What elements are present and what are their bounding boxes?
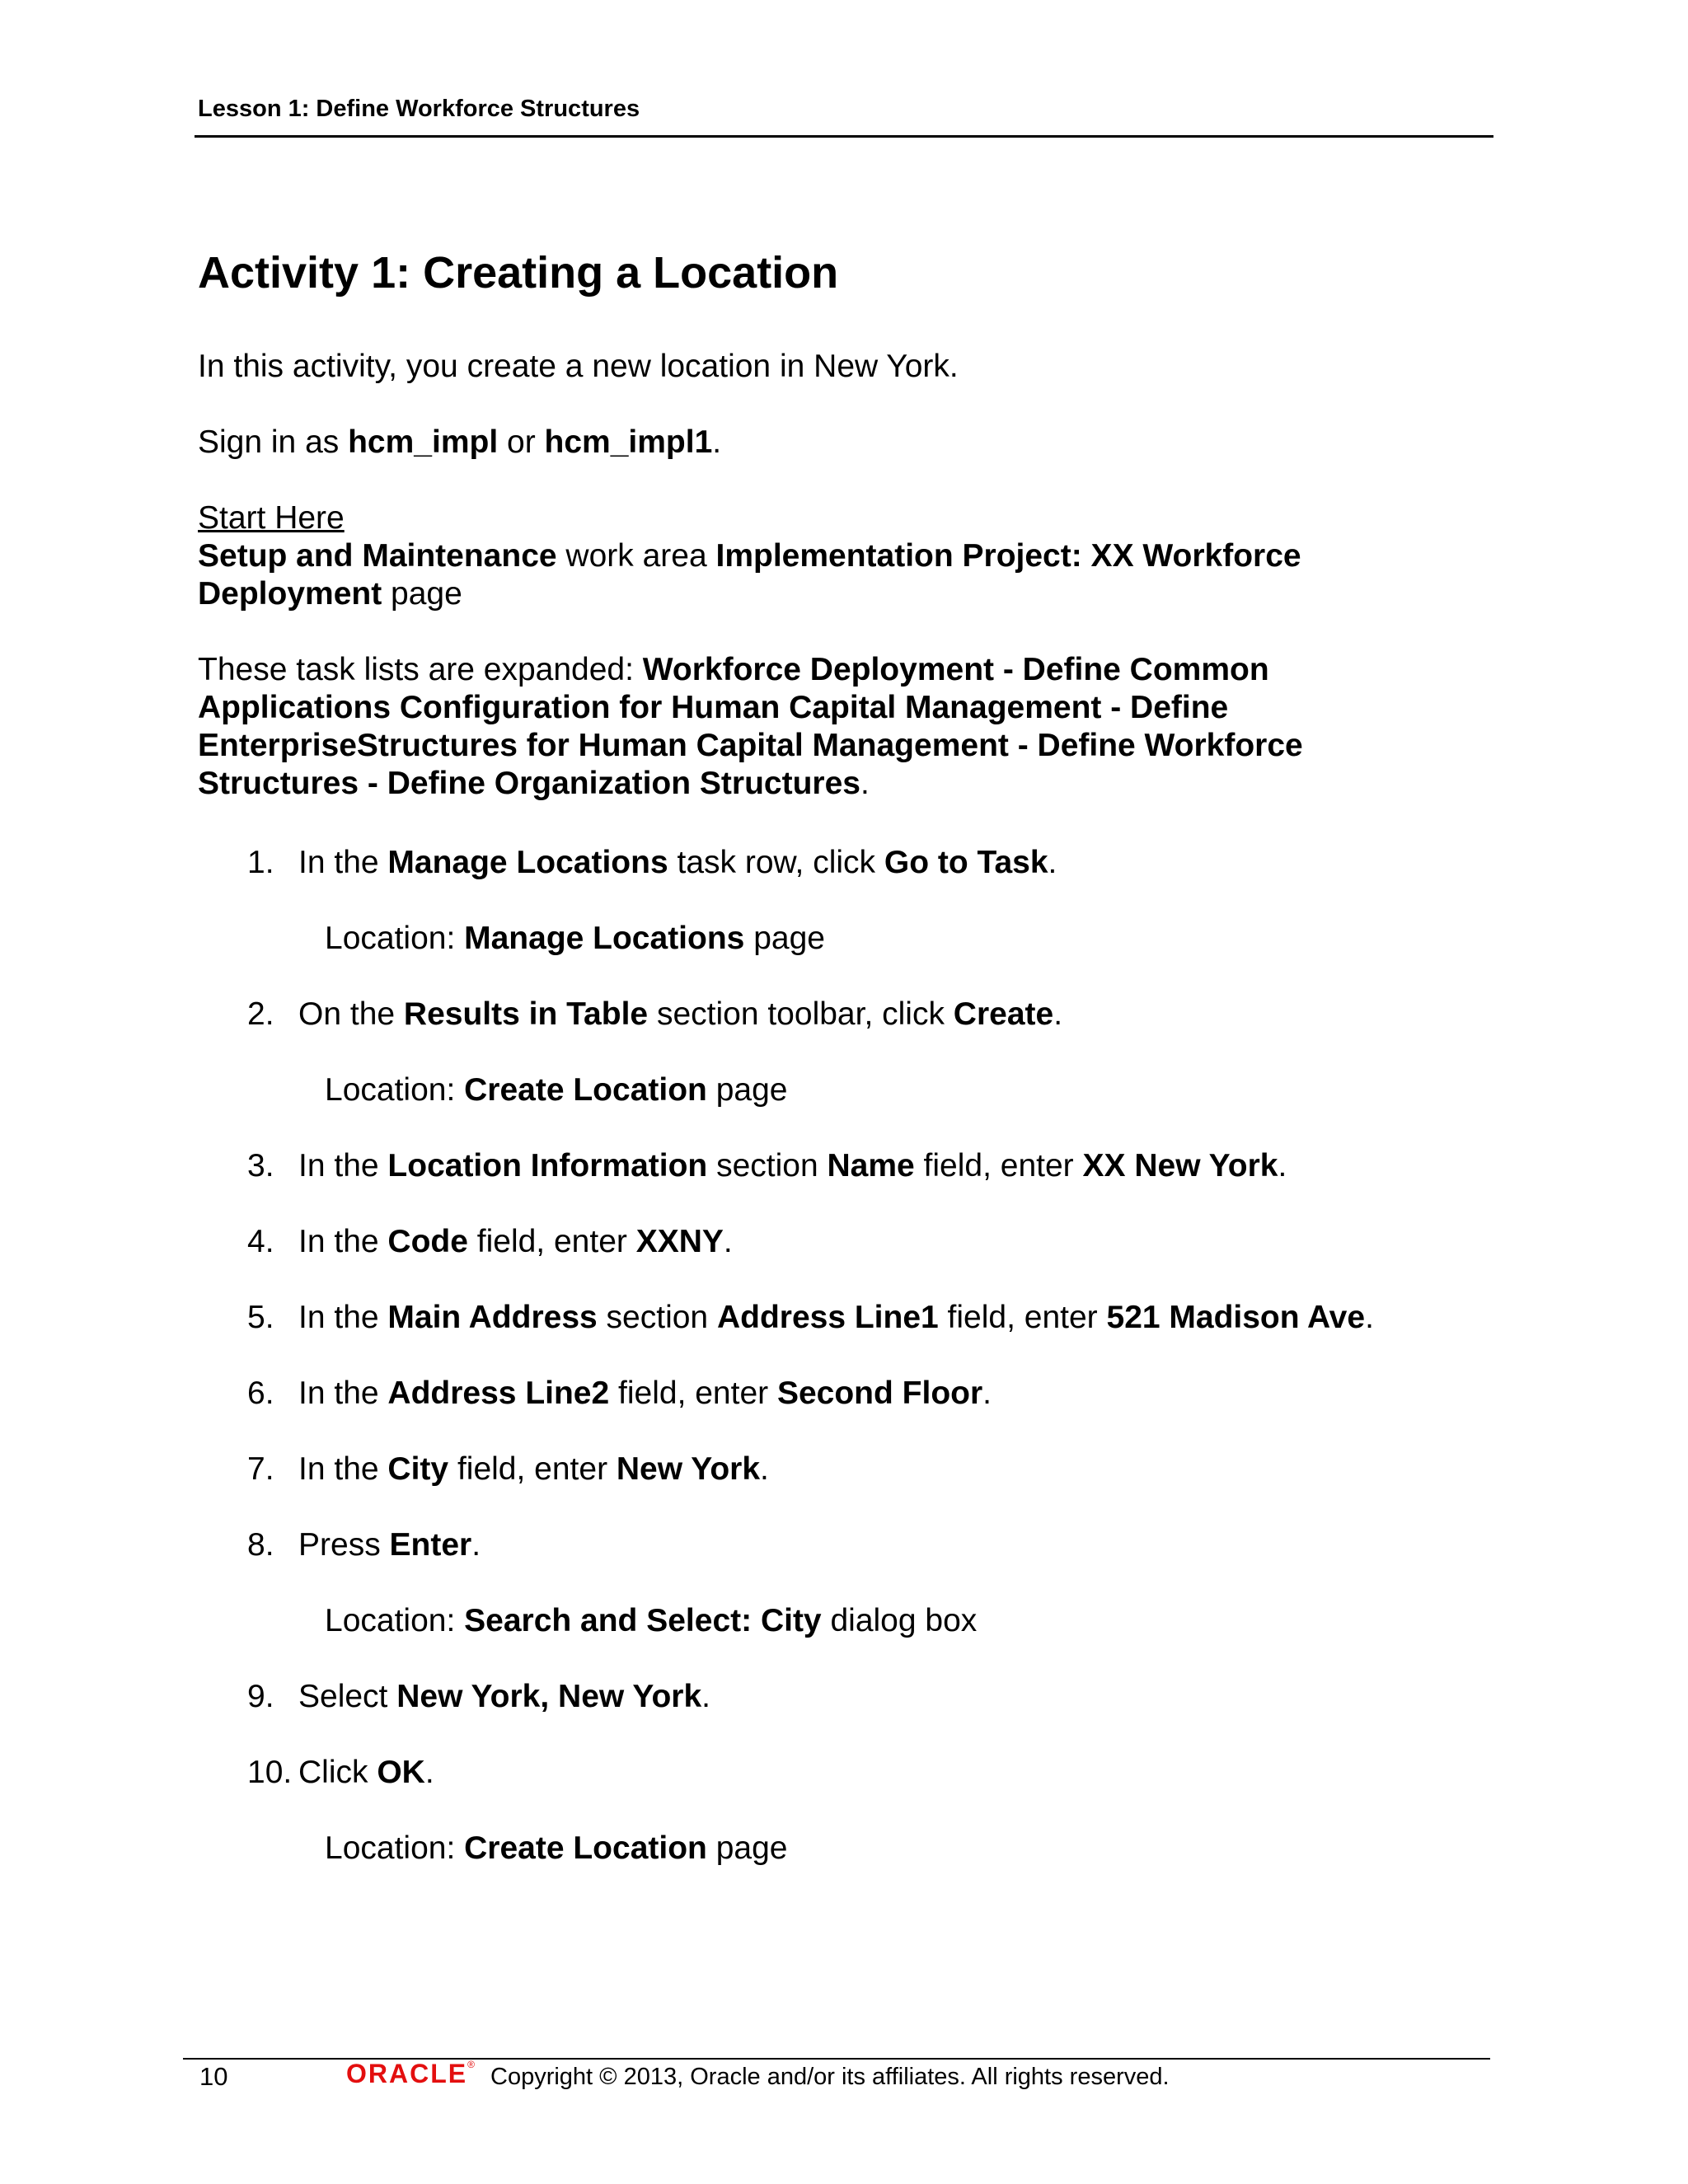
step-10: 10. Click OK. (247, 1755, 434, 1790)
intro-paragraph: In this activity, you create a new location in New York. (198, 349, 959, 384)
step-9: 9. Select New York, New York. (247, 1679, 711, 1714)
start-here-link: Start Here (198, 500, 345, 536)
start-here-paragraph (198, 499, 1434, 613)
page-number: 10 (199, 2062, 228, 2091)
running-header: Lesson 1: Define Workforce Structures (198, 96, 640, 122)
task-lists-path: Workforce Deployment - Define Common Applications Configuration for Human Capital Management - Define EnterpriseStructures for Human Capital Management - Define Workforce Structures - Define Organization Structures (198, 652, 1303, 801)
step-7: 7. In the City field, enter New York. (247, 1451, 769, 1487)
sign-in-user-2: hcm_impl1 (544, 424, 713, 460)
start-here-text-1: work area (556, 538, 716, 574)
sign-in-paragraph (198, 424, 1434, 462)
task-lists-paragraph (198, 651, 1434, 803)
step-5: 5. In the Main Address section Address Line1 field, enter 521 Madison Ave. (247, 1300, 1374, 1335)
sign-in-prefix: Sign in as (198, 424, 349, 460)
task-lists-prefix: These task lists are expanded: (198, 652, 643, 687)
start-here-work-area: Setup and Maintenance (198, 538, 557, 574)
step-3: 3. In the Location Information section Name field, enter XX New York. (247, 1148, 1287, 1183)
sign-in-mid: or (498, 424, 545, 460)
sign-in-user-1: hcm_impl (348, 424, 499, 460)
oracle-logo (346, 2059, 476, 2089)
step-8: 8. Press Enter. (247, 1527, 481, 1563)
registered-mark: ® (467, 2059, 476, 2070)
copyright-notice: Copyright © 2013, Oracle and/or its affiliates. All rights reserved. (490, 2064, 1170, 2090)
location-note-1: Location: Manage Locations page (325, 921, 825, 956)
step-6: 6. In the Address Line2 field, enter Second Floor. (247, 1376, 992, 1411)
task-lists-end: . (860, 766, 870, 801)
start-here-project: Implementation Project: XX Workforce Deployment (198, 538, 1301, 612)
page-title: Activity 1: Creating a Location (198, 248, 839, 298)
location-note-2: Location: Create Location page (325, 1072, 788, 1108)
step-1: 1. In the Manage Locations task row, click Go to Task. (247, 845, 1057, 880)
step-4: 4. In the Code field, enter XXNY. (247, 1224, 733, 1259)
header-rule (195, 135, 1493, 138)
sign-in-end: . (712, 424, 722, 460)
location-note-3: Location: Search and Select: City dialog box (325, 1603, 978, 1638)
oracle-logo-text: ORACLE (346, 2059, 468, 2088)
location-note-4: Location: Create Location page (325, 1830, 788, 1866)
step-2: 2. On the Results in Table section toolbar, click Create. (247, 996, 1063, 1032)
start-here-text-2: page (382, 576, 462, 612)
